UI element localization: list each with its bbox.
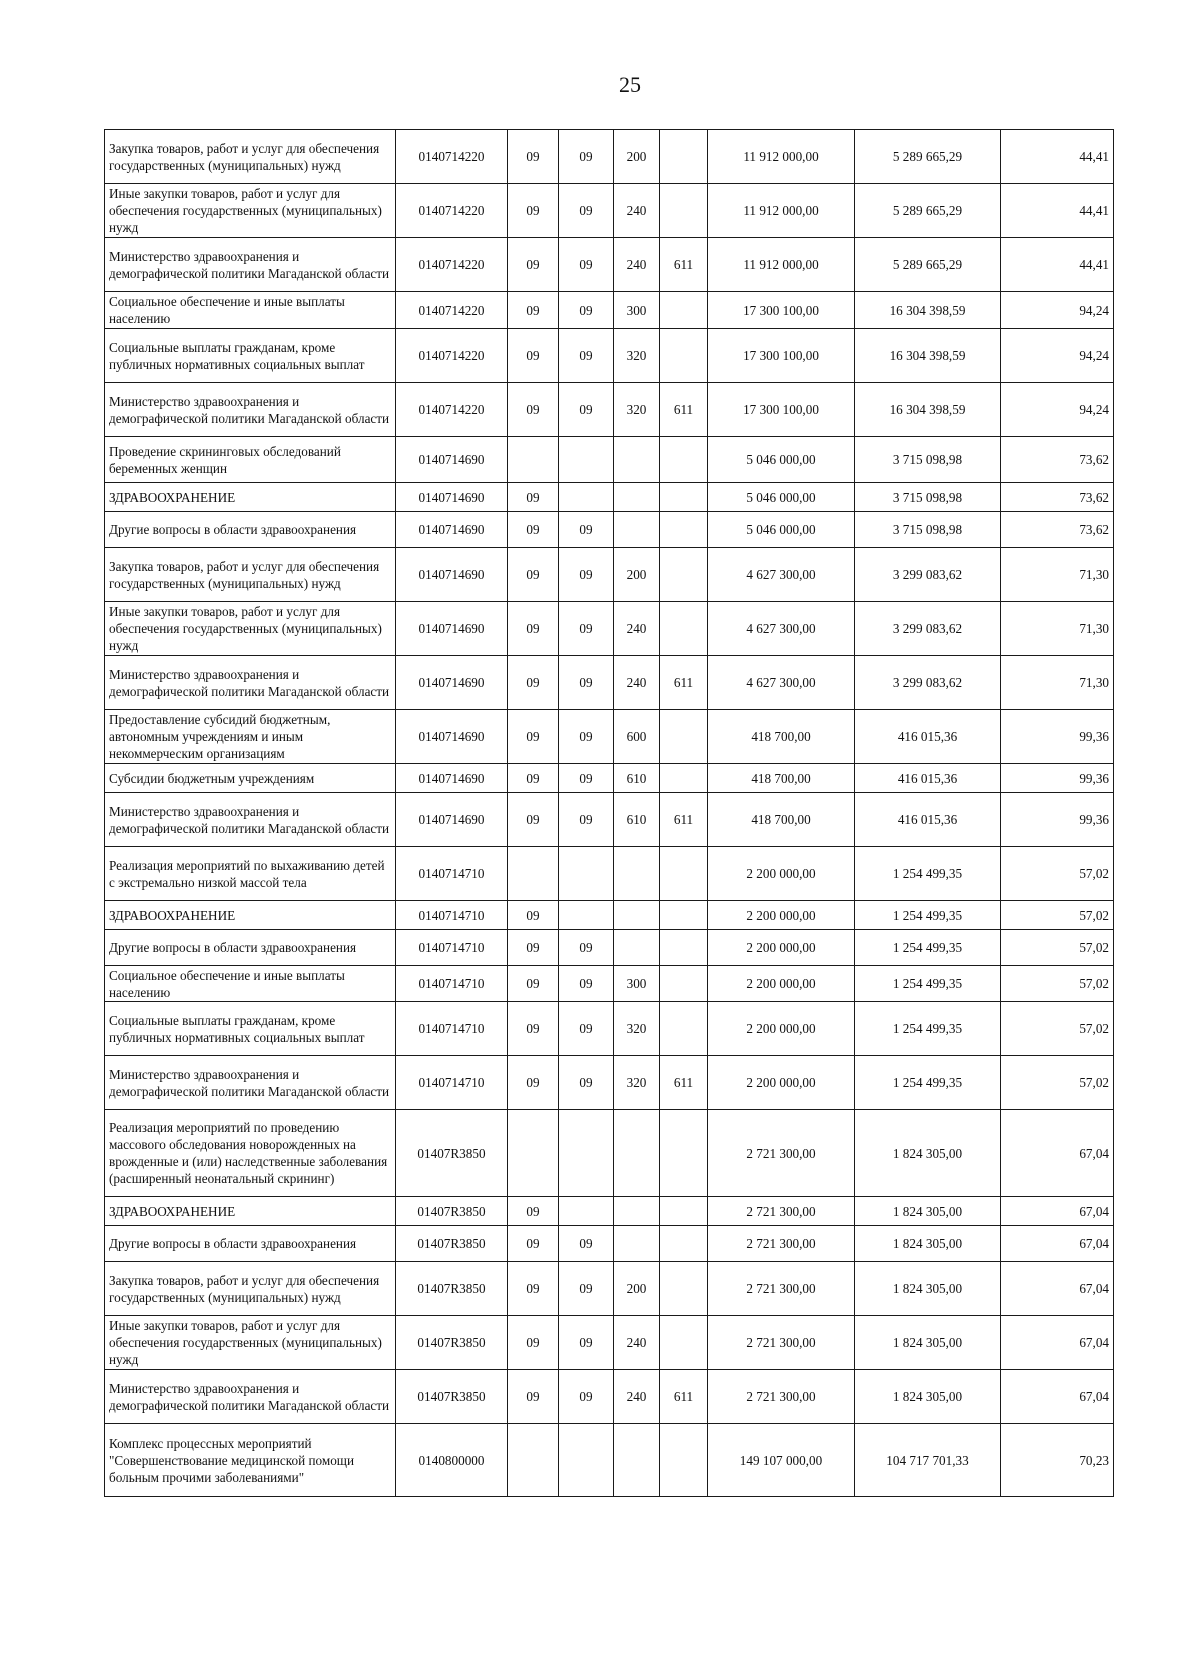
target-code: 01407R3850 (396, 1197, 508, 1226)
section-code: 09 (508, 1002, 559, 1056)
executed-amount: 1 824 305,00 (855, 1262, 1001, 1316)
expense-type-code (614, 483, 660, 512)
planned-amount: 2 721 300,00 (708, 1110, 855, 1197)
executed-amount: 416 015,36 (855, 793, 1001, 847)
execution-percent: 71,30 (1001, 548, 1114, 602)
table-row (105, 1424, 1114, 1497)
row-name: ЗДРАВООХРАНЕНИЕ (105, 901, 396, 930)
execution-percent: 57,02 (1001, 1056, 1114, 1110)
table-row (105, 437, 1114, 483)
administrator-code: 611 (660, 1056, 708, 1110)
table-row (105, 1197, 1114, 1226)
section-code: 09 (508, 1197, 559, 1226)
subsection-code: 09 (559, 329, 614, 383)
expense-type-code (614, 512, 660, 548)
target-code: 01407R3850 (396, 1262, 508, 1316)
planned-amount: 2 721 300,00 (708, 1262, 855, 1316)
table-row (105, 292, 1114, 329)
row-name: Иные закупки товаров, работ и услуг для обеспечения государственных (муниципальных) нужд (105, 1316, 396, 1370)
subsection-code: 09 (559, 383, 614, 437)
planned-amount: 2 721 300,00 (708, 1316, 855, 1370)
administrator-code (660, 130, 708, 184)
target-code: 0140714710 (396, 1056, 508, 1110)
budget-execution-table (104, 129, 1114, 1497)
executed-amount: 1 254 499,35 (855, 966, 1001, 1002)
row-name: Реализация мероприятий по выхаживанию детей с экстремально низкой массой тела (105, 847, 396, 901)
administrator-code (660, 710, 708, 764)
row-name: Министерство здравоохранения и демографической политики Магаданской области (105, 656, 396, 710)
expense-type-code: 240 (614, 238, 660, 292)
table-row (105, 1110, 1114, 1197)
planned-amount: 2 721 300,00 (708, 1226, 855, 1262)
expense-type-code: 300 (614, 292, 660, 329)
subsection-code: 09 (559, 512, 614, 548)
executed-amount: 1 824 305,00 (855, 1226, 1001, 1262)
execution-percent: 57,02 (1001, 1002, 1114, 1056)
subsection-code: 09 (559, 764, 614, 793)
administrator-code (660, 1110, 708, 1197)
row-name: Другие вопросы в области здравоохранения (105, 1226, 396, 1262)
administrator-code (660, 1316, 708, 1370)
target-code: 0140714690 (396, 764, 508, 793)
table-row (105, 1226, 1114, 1262)
row-name: Предоставление субсидий бюджетным, автономным учреждениям и иным некоммерческим организациям (105, 710, 396, 764)
execution-percent: 71,30 (1001, 602, 1114, 656)
target-code: 0140714690 (396, 656, 508, 710)
execution-percent: 73,62 (1001, 483, 1114, 512)
row-name: Проведение скрининговых обследований беременных женщин (105, 437, 396, 483)
execution-percent: 99,36 (1001, 710, 1114, 764)
executed-amount: 1 254 499,35 (855, 1056, 1001, 1110)
section-code: 09 (508, 710, 559, 764)
planned-amount: 4 627 300,00 (708, 548, 855, 602)
section-code: 09 (508, 483, 559, 512)
section-code (508, 847, 559, 901)
table-row (105, 901, 1114, 930)
row-name: Иные закупки товаров, работ и услуг для обеспечения государственных (муниципальных) нужд (105, 184, 396, 238)
section-code: 09 (508, 901, 559, 930)
subsection-code: 09 (559, 1056, 614, 1110)
table-row (105, 847, 1114, 901)
executed-amount: 416 015,36 (855, 710, 1001, 764)
table-row (105, 238, 1114, 292)
executed-amount: 1 254 499,35 (855, 847, 1001, 901)
target-code: 0140714710 (396, 966, 508, 1002)
administrator-code (660, 1197, 708, 1226)
section-code: 09 (508, 656, 559, 710)
section-code: 09 (508, 966, 559, 1002)
subsection-code: 09 (559, 602, 614, 656)
execution-percent: 44,41 (1001, 184, 1114, 238)
executed-amount: 1 254 499,35 (855, 901, 1001, 930)
executed-amount: 3 299 083,62 (855, 548, 1001, 602)
subsection-code (559, 1197, 614, 1226)
subsection-code: 09 (559, 710, 614, 764)
row-name: Закупка товаров, работ и услуг для обеспечения государственных (муниципальных) нужд (105, 548, 396, 602)
target-code: 0140714690 (396, 483, 508, 512)
row-name: Министерство здравоохранения и демографической политики Магаданской области (105, 793, 396, 847)
planned-amount: 11 912 000,00 (708, 130, 855, 184)
subsection-code: 09 (559, 1316, 614, 1370)
expense-type-code: 240 (614, 656, 660, 710)
planned-amount: 149 107 000,00 (708, 1424, 855, 1497)
executed-amount: 1 254 499,35 (855, 1002, 1001, 1056)
execution-percent: 99,36 (1001, 793, 1114, 847)
subsection-code (559, 901, 614, 930)
section-code: 09 (508, 548, 559, 602)
planned-amount: 5 046 000,00 (708, 512, 855, 548)
section-code: 09 (508, 793, 559, 847)
planned-amount: 17 300 100,00 (708, 383, 855, 437)
expense-type-code (614, 1424, 660, 1497)
table-row (105, 764, 1114, 793)
target-code: 0140714220 (396, 383, 508, 437)
expense-type-code: 300 (614, 966, 660, 1002)
section-code: 09 (508, 292, 559, 329)
execution-percent: 67,04 (1001, 1197, 1114, 1226)
administrator-code (660, 512, 708, 548)
table-row (105, 793, 1114, 847)
section-code: 09 (508, 1316, 559, 1370)
administrator-code: 611 (660, 1370, 708, 1424)
administrator-code (660, 184, 708, 238)
expense-type-code: 610 (614, 764, 660, 793)
section-code: 09 (508, 930, 559, 966)
planned-amount: 11 912 000,00 (708, 238, 855, 292)
table-row (105, 184, 1114, 238)
executed-amount: 16 304 398,59 (855, 329, 1001, 383)
section-code (508, 437, 559, 483)
section-code: 09 (508, 512, 559, 548)
target-code: 0140714220 (396, 292, 508, 329)
row-name: Закупка товаров, работ и услуг для обеспечения государственных (муниципальных) нужд (105, 1262, 396, 1316)
row-name: Министерство здравоохранения и демографической политики Магаданской области (105, 1370, 396, 1424)
table-row (105, 130, 1114, 184)
administrator-code (660, 1226, 708, 1262)
subsection-code (559, 437, 614, 483)
expense-type-code: 240 (614, 1370, 660, 1424)
target-code: 0140714220 (396, 184, 508, 238)
section-code: 09 (508, 1370, 559, 1424)
subsection-code (559, 1110, 614, 1197)
expense-type-code: 610 (614, 793, 660, 847)
expense-type-code: 320 (614, 383, 660, 437)
target-code: 0140714690 (396, 512, 508, 548)
table-row (105, 930, 1114, 966)
target-code: 0140714220 (396, 329, 508, 383)
planned-amount: 5 046 000,00 (708, 483, 855, 512)
section-code (508, 1424, 559, 1497)
table-row (105, 710, 1114, 764)
administrator-code (660, 292, 708, 329)
table-row (105, 656, 1114, 710)
administrator-code (660, 602, 708, 656)
execution-percent: 71,30 (1001, 656, 1114, 710)
table-body (105, 130, 1114, 1497)
target-code: 0140714690 (396, 437, 508, 483)
administrator-code: 611 (660, 383, 708, 437)
expense-type-code: 200 (614, 1262, 660, 1316)
expense-type-code (614, 1226, 660, 1262)
subsection-code: 09 (559, 930, 614, 966)
target-code: 0140714220 (396, 238, 508, 292)
expense-type-code: 600 (614, 710, 660, 764)
target-code: 01407R3850 (396, 1226, 508, 1262)
page-number: 25 (619, 72, 641, 97)
executed-amount: 3 299 083,62 (855, 602, 1001, 656)
administrator-code (660, 1002, 708, 1056)
row-name: ЗДРАВООХРАНЕНИЕ (105, 483, 396, 512)
execution-percent: 57,02 (1001, 966, 1114, 1002)
expense-type-code (614, 901, 660, 930)
expense-type-code (614, 930, 660, 966)
executed-amount: 1 254 499,35 (855, 930, 1001, 966)
executed-amount: 1 824 305,00 (855, 1110, 1001, 1197)
administrator-code (660, 1424, 708, 1497)
executed-amount: 3 715 098,98 (855, 483, 1001, 512)
execution-percent: 67,04 (1001, 1226, 1114, 1262)
planned-amount: 418 700,00 (708, 710, 855, 764)
planned-amount: 5 046 000,00 (708, 437, 855, 483)
expense-type-code (614, 437, 660, 483)
subsection-code: 09 (559, 238, 614, 292)
planned-amount: 2 721 300,00 (708, 1197, 855, 1226)
table-row (105, 1002, 1114, 1056)
section-code: 09 (508, 238, 559, 292)
planned-amount: 2 200 000,00 (708, 930, 855, 966)
administrator-code (660, 329, 708, 383)
section-code: 09 (508, 1262, 559, 1316)
section-code: 09 (508, 602, 559, 656)
row-name: Другие вопросы в области здравоохранения (105, 930, 396, 966)
section-code: 09 (508, 383, 559, 437)
executed-amount: 104 717 701,33 (855, 1424, 1001, 1497)
execution-percent: 94,24 (1001, 329, 1114, 383)
table-row (105, 1056, 1114, 1110)
administrator-code (660, 901, 708, 930)
executed-amount: 416 015,36 (855, 764, 1001, 793)
execution-percent: 57,02 (1001, 901, 1114, 930)
subsection-code (559, 1424, 614, 1497)
administrator-code (660, 1262, 708, 1316)
planned-amount: 4 627 300,00 (708, 656, 855, 710)
executed-amount: 1 824 305,00 (855, 1370, 1001, 1424)
executed-amount: 1 824 305,00 (855, 1197, 1001, 1226)
execution-percent: 73,62 (1001, 437, 1114, 483)
table-row (105, 383, 1114, 437)
subsection-code: 09 (559, 548, 614, 602)
execution-percent: 67,04 (1001, 1316, 1114, 1370)
section-code: 09 (508, 329, 559, 383)
execution-percent: 67,04 (1001, 1370, 1114, 1424)
executed-amount: 3 715 098,98 (855, 437, 1001, 483)
executed-amount: 5 289 665,29 (855, 130, 1001, 184)
table-row (105, 1370, 1114, 1424)
subsection-code (559, 847, 614, 901)
executed-amount: 3 715 098,98 (855, 512, 1001, 548)
planned-amount: 2 200 000,00 (708, 1056, 855, 1110)
administrator-code: 611 (660, 656, 708, 710)
row-name: Иные закупки товаров, работ и услуг для обеспечения государственных (муниципальных) нужд (105, 602, 396, 656)
table-row (105, 966, 1114, 1002)
execution-percent: 44,41 (1001, 238, 1114, 292)
row-name: Социальное обеспечение и иные выплаты населению (105, 966, 396, 1002)
planned-amount: 2 200 000,00 (708, 901, 855, 930)
row-name: Закупка товаров, работ и услуг для обеспечения государственных (муниципальных) нужд (105, 130, 396, 184)
planned-amount: 2 721 300,00 (708, 1370, 855, 1424)
target-code: 0140714710 (396, 847, 508, 901)
row-name: Реализация мероприятий по проведению массового обследования новорожденных на врожденные и (или) наследственные заболевания (расширенный неонатальный скрининг) (105, 1110, 396, 1197)
row-name: Министерство здравоохранения и демографической политики Магаданской области (105, 238, 396, 292)
execution-percent: 57,02 (1001, 847, 1114, 901)
execution-percent: 57,02 (1001, 930, 1114, 966)
execution-percent: 67,04 (1001, 1110, 1114, 1197)
target-code: 0140714710 (396, 1002, 508, 1056)
execution-percent: 94,24 (1001, 292, 1114, 329)
expense-type-code: 320 (614, 1056, 660, 1110)
section-code: 09 (508, 1226, 559, 1262)
execution-percent: 94,24 (1001, 383, 1114, 437)
executed-amount: 1 824 305,00 (855, 1316, 1001, 1370)
row-name: Министерство здравоохранения и демографической политики Магаданской области (105, 383, 396, 437)
subsection-code: 09 (559, 966, 614, 1002)
target-code: 0140714690 (396, 793, 508, 847)
subsection-code: 09 (559, 130, 614, 184)
table-row (105, 329, 1114, 383)
administrator-code (660, 483, 708, 512)
row-name: Другие вопросы в области здравоохранения (105, 512, 396, 548)
row-name: Министерство здравоохранения и демографической политики Магаданской области (105, 1056, 396, 1110)
section-code: 09 (508, 764, 559, 793)
table-row (105, 512, 1114, 548)
planned-amount: 2 200 000,00 (708, 847, 855, 901)
target-code: 01407R3850 (396, 1370, 508, 1424)
expense-type-code: 240 (614, 184, 660, 238)
executed-amount: 16 304 398,59 (855, 292, 1001, 329)
section-code: 09 (508, 184, 559, 238)
executed-amount: 5 289 665,29 (855, 238, 1001, 292)
subsection-code: 09 (559, 1226, 614, 1262)
execution-percent: 70,23 (1001, 1424, 1114, 1497)
planned-amount: 418 700,00 (708, 793, 855, 847)
table-row (105, 548, 1114, 602)
subsection-code: 09 (559, 1002, 614, 1056)
table-row (105, 1262, 1114, 1316)
row-name: ЗДРАВООХРАНЕНИЕ (105, 1197, 396, 1226)
executed-amount: 5 289 665,29 (855, 184, 1001, 238)
expense-type-code: 320 (614, 1002, 660, 1056)
row-name: Субсидии бюджетным учреждениям (105, 764, 396, 793)
administrator-code (660, 930, 708, 966)
table-row (105, 602, 1114, 656)
target-code: 0140800000 (396, 1424, 508, 1497)
administrator-code (660, 966, 708, 1002)
row-name: Социальные выплаты гражданам, кроме публичных нормативных социальных выплат (105, 1002, 396, 1056)
administrator-code (660, 764, 708, 793)
row-name: Социальные выплаты гражданам, кроме публичных нормативных социальных выплат (105, 329, 396, 383)
execution-percent: 67,04 (1001, 1262, 1114, 1316)
executed-amount: 3 299 083,62 (855, 656, 1001, 710)
section-code: 09 (508, 130, 559, 184)
subsection-code: 09 (559, 656, 614, 710)
subsection-code: 09 (559, 292, 614, 329)
section-code (508, 1110, 559, 1197)
planned-amount: 4 627 300,00 (708, 602, 855, 656)
target-code: 0140714690 (396, 602, 508, 656)
administrator-code: 611 (660, 238, 708, 292)
target-code: 0140714220 (396, 130, 508, 184)
expense-type-code: 240 (614, 602, 660, 656)
table-row (105, 1316, 1114, 1370)
target-code: 0140714710 (396, 901, 508, 930)
table-row (105, 483, 1114, 512)
row-name: Комплекс процессных мероприятий "Совершенствование медицинской помощи больным прочими заболеваниями" (105, 1424, 396, 1497)
planned-amount: 17 300 100,00 (708, 329, 855, 383)
executed-amount: 16 304 398,59 (855, 383, 1001, 437)
subsection-code: 09 (559, 1370, 614, 1424)
row-name: Социальное обеспечение и иные выплаты населению (105, 292, 396, 329)
execution-percent: 44,41 (1001, 130, 1114, 184)
target-code: 0140714690 (396, 710, 508, 764)
target-code: 01407R3850 (396, 1110, 508, 1197)
planned-amount: 418 700,00 (708, 764, 855, 793)
planned-amount: 11 912 000,00 (708, 184, 855, 238)
subsection-code: 09 (559, 793, 614, 847)
administrator-code (660, 847, 708, 901)
target-code: 0140714710 (396, 930, 508, 966)
execution-percent: 99,36 (1001, 764, 1114, 793)
administrator-code (660, 437, 708, 483)
execution-percent: 73,62 (1001, 512, 1114, 548)
section-code: 09 (508, 1056, 559, 1110)
expense-type-code: 240 (614, 1316, 660, 1370)
administrator-code (660, 548, 708, 602)
subsection-code (559, 483, 614, 512)
expense-type-code (614, 1110, 660, 1197)
expense-type-code: 200 (614, 548, 660, 602)
subsection-code: 09 (559, 1262, 614, 1316)
planned-amount: 17 300 100,00 (708, 292, 855, 329)
planned-amount: 2 200 000,00 (708, 1002, 855, 1056)
target-code: 01407R3850 (396, 1316, 508, 1370)
expense-type-code: 200 (614, 130, 660, 184)
expense-type-code (614, 1197, 660, 1226)
target-code: 0140714690 (396, 548, 508, 602)
planned-amount: 2 200 000,00 (708, 966, 855, 1002)
expense-type-code (614, 847, 660, 901)
subsection-code: 09 (559, 184, 614, 238)
expense-type-code: 320 (614, 329, 660, 383)
administrator-code: 611 (660, 793, 708, 847)
